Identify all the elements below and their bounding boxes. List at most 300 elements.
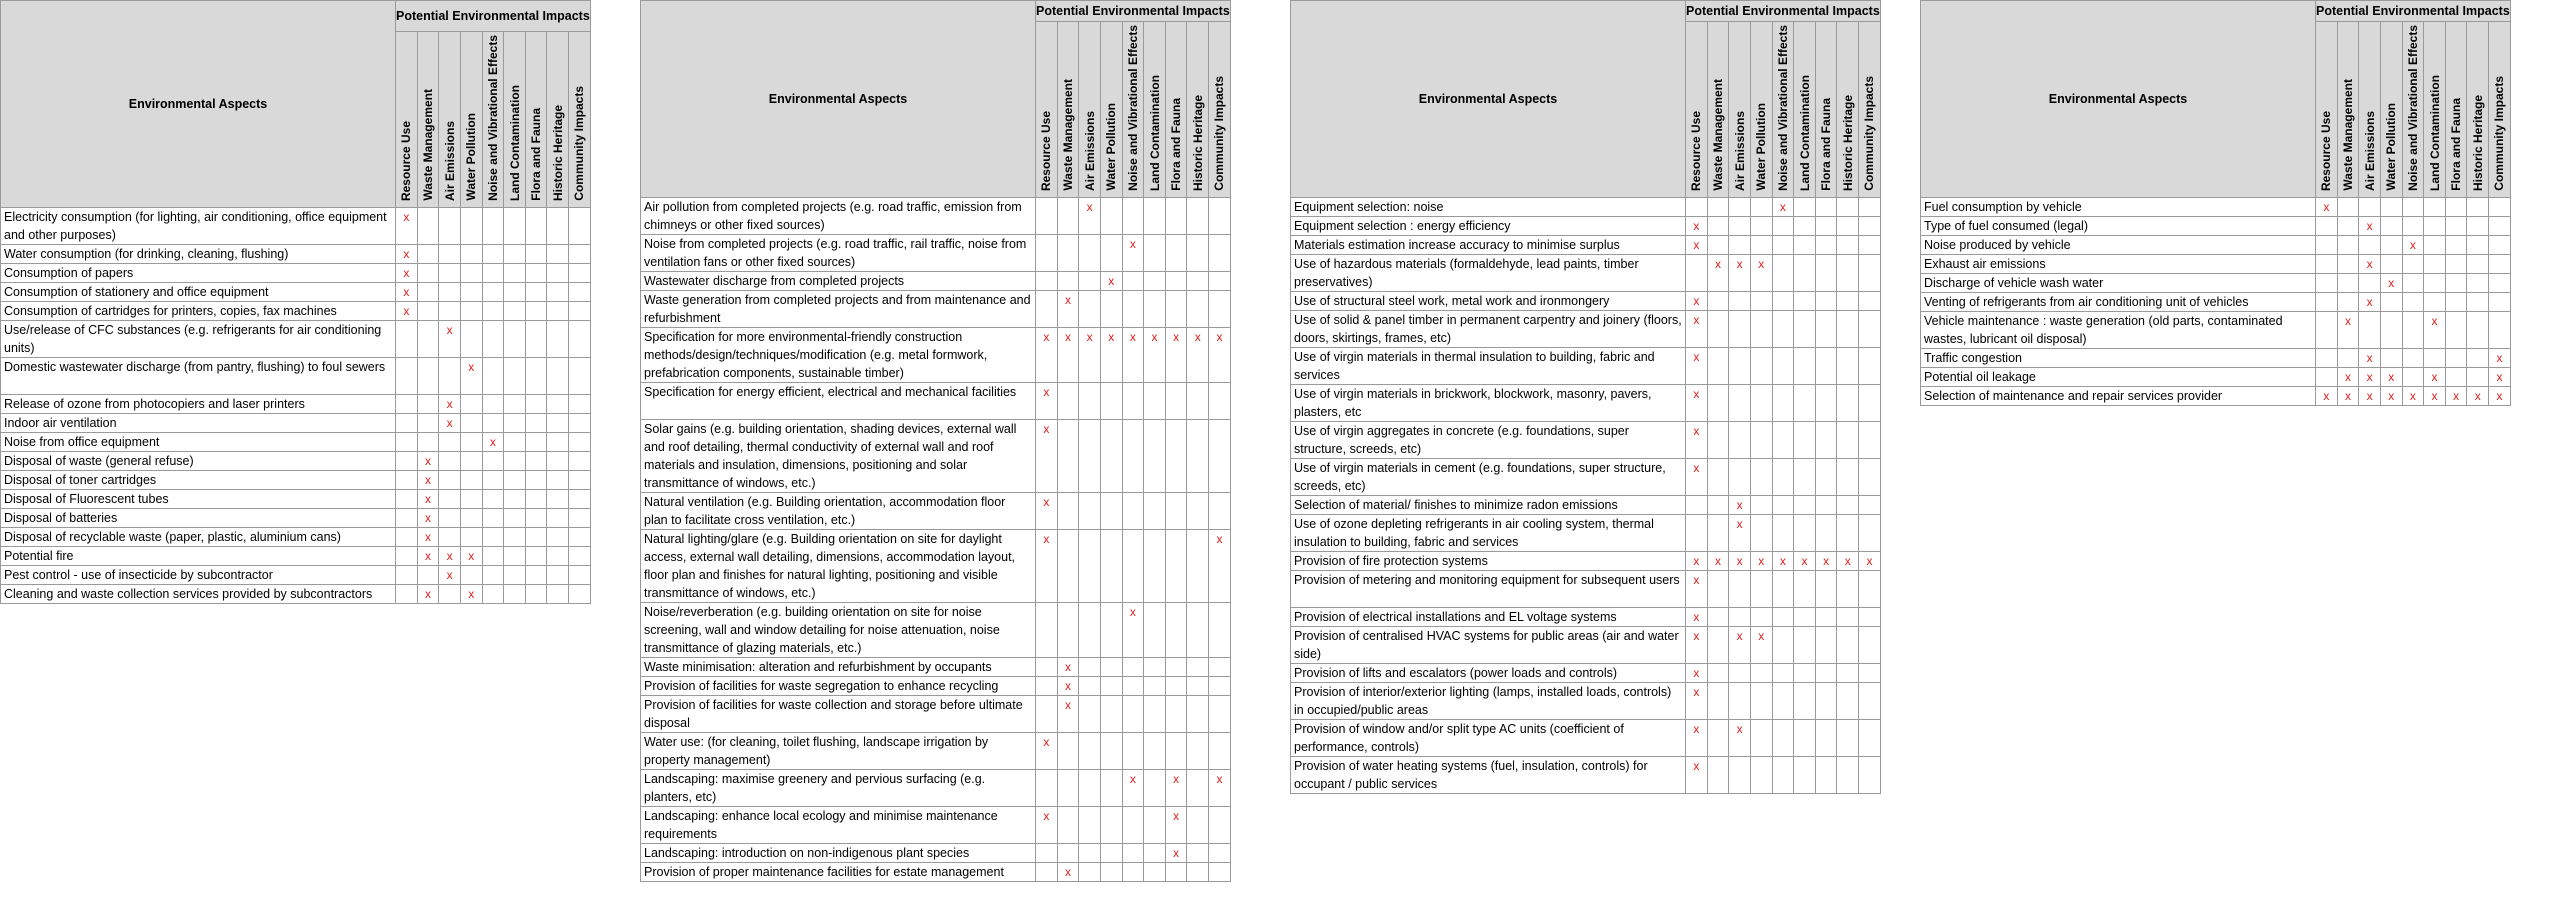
impact-cell: [1057, 696, 1079, 733]
impact-cell: [1794, 385, 1816, 422]
impact-cell: [2445, 368, 2467, 387]
impact-cell: [1144, 530, 1166, 603]
impact-cell: [417, 245, 439, 264]
impact-cell: [569, 414, 591, 433]
impact-cell: [417, 471, 439, 490]
aspect-cell: Use of virgin materials in cement (e.g. foundations, super structure, screeds, etc): [1291, 459, 1686, 496]
aspect-cell: Release of ozone from photocopiers and laser printers: [1, 395, 396, 414]
impact-cell: [1794, 217, 1816, 236]
impact-cell: [1729, 459, 1751, 496]
impact-cell: [1750, 198, 1772, 217]
impact-cell: [1707, 348, 1729, 385]
impact-cell: [1859, 496, 1881, 515]
impact-cell: [1079, 198, 1101, 235]
impact-table-grid: [1920, 0, 2511, 406]
column-header: [1100, 22, 1122, 198]
impact-cell: [1187, 235, 1209, 272]
impact-cell: [2445, 274, 2467, 293]
impact-cell: [1187, 807, 1209, 844]
impact-cell: [482, 585, 504, 604]
impact-mark: x: [1216, 772, 1223, 786]
column-header: [439, 32, 461, 208]
impact-cell: [1165, 863, 1187, 882]
impact-cell: [439, 358, 461, 395]
impact-cell: [1209, 696, 1231, 733]
impact-mark: x: [1064, 679, 1071, 693]
impact-cell: [1036, 770, 1058, 807]
aspect-cell: Consumption of papers: [1, 264, 396, 283]
impact-cell: [1079, 696, 1101, 733]
impact-cell: [1036, 291, 1058, 328]
table-row: [1921, 236, 2511, 255]
impact-cell: [2316, 387, 2338, 406]
column-header-label: Community Impacts: [2492, 76, 2507, 191]
column-header-label: Flora and Fauna: [529, 108, 544, 201]
table-row: [641, 198, 1231, 235]
impact-cell: [2380, 387, 2402, 406]
impact-cell: [2489, 293, 2511, 312]
impact-cell: [2316, 349, 2338, 368]
impact-mark: x: [1064, 865, 1071, 879]
impact-cell: [2467, 387, 2489, 406]
impact-cell: [1707, 422, 1729, 459]
impact-cell: [2337, 312, 2359, 349]
impact-mark: x: [2344, 370, 2351, 384]
impact-cell: [1859, 515, 1881, 552]
table-row: [641, 696, 1231, 733]
impact-cell: [1815, 385, 1837, 422]
column-header-label: Land Contamination: [1147, 75, 1162, 191]
impact-mark: x: [1129, 772, 1136, 786]
impact-cell: [1122, 770, 1144, 807]
impact-cell: [525, 471, 547, 490]
column-header: [2445, 22, 2467, 198]
impact-cell: [1144, 291, 1166, 328]
impact-mark: x: [1194, 330, 1201, 344]
impact-mark: x: [2431, 314, 2438, 328]
impact-cell: [1859, 459, 1881, 496]
impact-cell: [1686, 552, 1708, 571]
impact-cell: [525, 264, 547, 283]
impact-mark: x: [446, 397, 453, 411]
impact-cell: [2467, 293, 2489, 312]
impact-cell: [504, 208, 526, 245]
table-row: [641, 770, 1231, 807]
impact-cell: [482, 358, 504, 395]
aspect-cell: Potential fire: [1, 547, 396, 566]
impact-cell: [460, 283, 482, 302]
column-header-label: Community Impacts: [1212, 76, 1227, 191]
impact-cell: [1837, 571, 1859, 608]
impact-cell: [1794, 292, 1816, 311]
impact-cell: [1209, 807, 1231, 844]
impact-cell: [1036, 328, 1058, 383]
impact-cell: [2359, 349, 2381, 368]
impact-cell: [439, 208, 461, 245]
impact-cell: [1122, 733, 1144, 770]
impact-cell: [2380, 236, 2402, 255]
impact-cell: [396, 302, 418, 321]
column-header-label: Water Pollution: [2384, 103, 2399, 191]
impact-mark: x: [403, 247, 410, 261]
impact-cell: [460, 490, 482, 509]
impact-cell: [504, 358, 526, 395]
impact-cell: [1794, 515, 1816, 552]
impact-cell: [1815, 757, 1837, 794]
impact-cell: [2359, 274, 2381, 293]
impact-table-2: [640, 0, 1231, 882]
impact-cell: [569, 283, 591, 302]
impact-cell: [1165, 733, 1187, 770]
impact-mark: x: [2323, 389, 2330, 403]
table-row: [1291, 515, 1881, 552]
impact-cell: [1079, 291, 1101, 328]
impact-cell: [569, 321, 591, 358]
impact-cell: [1729, 292, 1751, 311]
impact-cell: [2380, 274, 2402, 293]
impact-mark: x: [1693, 573, 1700, 587]
aspect-cell: Cleaning and waste collection services provided by subcontractors: [1, 585, 396, 604]
aspect-cell: Provision of centralised HVAC systems for public areas (air and water side): [1291, 627, 1686, 664]
impact-cell: [1772, 627, 1794, 664]
table-row: [1921, 312, 2511, 349]
impact-cell: [1100, 530, 1122, 603]
impact-cell: [1815, 236, 1837, 255]
table-row: [641, 807, 1231, 844]
impact-cell: [1772, 608, 1794, 627]
impact-cell: [1187, 658, 1209, 677]
impact-cell: [1859, 422, 1881, 459]
aspect-cell: Landscaping: enhance local ecology and minimise maintenance requirements: [641, 807, 1036, 844]
table-row: [1, 395, 591, 414]
impact-cell: [1686, 720, 1708, 757]
impact-cell: [1859, 217, 1881, 236]
impact-mark: x: [1779, 200, 1786, 214]
impact-cell: [1079, 658, 1101, 677]
impact-cell: [2316, 217, 2338, 236]
impact-cell: [1079, 844, 1101, 863]
aspect-cell: Water consumption (for drinking, cleaning, flushing): [1, 245, 396, 264]
table-row: [1, 528, 591, 547]
column-header-label: Air Emissions: [1082, 110, 1097, 191]
impact-cell: [1079, 383, 1101, 420]
impact-mark: x: [1823, 554, 1830, 568]
impact-cell: [1859, 198, 1881, 217]
impact-cell: [460, 264, 482, 283]
impact-cell: [2424, 387, 2446, 406]
column-header-label: Flora and Fauna: [1819, 98, 1834, 191]
impact-cell: [569, 395, 591, 414]
impact-cell: [1772, 683, 1794, 720]
impact-cell: [2337, 236, 2359, 255]
impact-cell: [1707, 571, 1729, 608]
column-header: [417, 32, 439, 208]
impact-cell: [2445, 217, 2467, 236]
impact-cell: [417, 566, 439, 585]
aspect-cell: Waste generation from completed projects and from maintenance and refurbishment: [641, 291, 1036, 328]
impact-cell: [1122, 328, 1144, 383]
impact-cell: [1794, 571, 1816, 608]
impact-cell: [1815, 198, 1837, 217]
impact-cell: [2424, 349, 2446, 368]
impact-cell: [396, 395, 418, 414]
impact-cell: [1144, 733, 1166, 770]
impact-mark: x: [1043, 385, 1050, 399]
aspect-cell: Water use: (for cleaning, toilet flushing, landscape irrigation by property management): [641, 733, 1036, 770]
column-header: [1750, 22, 1772, 198]
impact-cell: [1837, 236, 1859, 255]
aspect-cell: Type of fuel consumed (legal): [1921, 217, 2316, 236]
impact-cell: [417, 433, 439, 452]
impact-mark: x: [1129, 330, 1136, 344]
impact-cell: [1686, 236, 1708, 255]
impact-cell: [1707, 292, 1729, 311]
impact-cell: [2424, 312, 2446, 349]
column-header: [1079, 22, 1101, 198]
impact-cell: [1036, 603, 1058, 658]
impact-cell: [1707, 627, 1729, 664]
impact-cell: [1079, 328, 1101, 383]
impact-cell: [2467, 368, 2489, 387]
impact-cell: [1750, 627, 1772, 664]
header-row: [1921, 1, 2511, 22]
impact-mark: x: [1714, 554, 1721, 568]
impact-cell: [1686, 255, 1708, 292]
table-row: [641, 844, 1231, 863]
table-row: [1291, 664, 1881, 683]
column-header-label: Air Emissions: [1732, 110, 1747, 191]
impact-cell: [1209, 291, 1231, 328]
impact-cell: [460, 433, 482, 452]
impact-cell: [525, 358, 547, 395]
impact-cell: [2337, 293, 2359, 312]
impact-cell: [1686, 757, 1708, 794]
table-row: [1, 452, 591, 471]
impact-cell: [1057, 493, 1079, 530]
impact-cell: [417, 321, 439, 358]
impact-cell: [1036, 420, 1058, 493]
impact-cell: [1837, 292, 1859, 311]
impact-table-4: [1920, 0, 2511, 406]
table-row: [1291, 198, 1881, 217]
impact-cell: [547, 585, 569, 604]
impact-cell: [1859, 757, 1881, 794]
impact-cell: [1707, 198, 1729, 217]
table-row: [1921, 387, 2511, 406]
aspects-header: Environmental Aspects: [641, 1, 1036, 198]
impact-cell: [1772, 496, 1794, 515]
impact-cell: [1165, 530, 1187, 603]
impact-cell: [1794, 422, 1816, 459]
impact-cell: [1729, 236, 1751, 255]
aspect-cell: Natural ventilation (e.g. Building orientation, accommodation floor plan to facilitate cross ventilation, etc.): [641, 493, 1036, 530]
impact-cell: [417, 452, 439, 471]
impact-cell: [1859, 236, 1881, 255]
impact-cell: [1100, 493, 1122, 530]
impact-cell: [2316, 293, 2338, 312]
aspect-cell: Equipment selection: noise: [1291, 198, 1686, 217]
impact-cell: [1707, 311, 1729, 348]
table-row: [1, 490, 591, 509]
impact-cell: [1772, 571, 1794, 608]
impact-cell: [439, 414, 461, 433]
impact-mark: x: [1693, 238, 1700, 252]
impact-cell: [1209, 863, 1231, 882]
impact-cell: [1079, 863, 1101, 882]
impact-cell: [417, 547, 439, 566]
impact-cell: [504, 566, 526, 585]
impact-cell: [1729, 422, 1751, 459]
table-row: [1921, 217, 2511, 236]
impact-cell: [417, 358, 439, 395]
impact-cell: [504, 433, 526, 452]
impact-cell: [1772, 236, 1794, 255]
impact-cell: [547, 283, 569, 302]
impact-cell: [1815, 720, 1837, 757]
impact-cell: [1815, 255, 1837, 292]
impact-cell: [1036, 733, 1058, 770]
impact-cell: [2316, 368, 2338, 387]
impact-cell: [1165, 658, 1187, 677]
impact-mark: x: [1151, 330, 1158, 344]
impact-mark: x: [2409, 389, 2416, 403]
impact-mark: x: [403, 304, 410, 318]
impact-cell: [1100, 235, 1122, 272]
impact-cell: [1079, 603, 1101, 658]
impact-cell: [396, 528, 418, 547]
column-header: [569, 32, 591, 208]
impact-cell: [1122, 844, 1144, 863]
impact-cell: [1837, 255, 1859, 292]
column-header: [1707, 22, 1729, 198]
impact-cell: [1772, 217, 1794, 236]
aspect-cell: Domestic wastewater discharge (from pantry, flushing) to foul sewers: [1, 358, 396, 395]
aspect-cell: Disposal of toner cartridges: [1, 471, 396, 490]
table-row: [1, 321, 591, 358]
table-row: [1291, 459, 1881, 496]
column-header-label: Waste Management: [1710, 79, 1725, 191]
impact-cell: [1686, 627, 1708, 664]
impact-cell: [1707, 664, 1729, 683]
impact-cell: [396, 547, 418, 566]
impact-mark: x: [2409, 238, 2416, 252]
impact-cell: [1686, 198, 1708, 217]
table-row: [641, 420, 1231, 493]
aspect-cell: Electricity consumption (for lighting, air conditioning, office equipment and other purposes): [1, 208, 396, 245]
impact-cell: [1057, 420, 1079, 493]
impact-cell: [525, 321, 547, 358]
impact-cell: [1686, 292, 1708, 311]
table-row: [1, 566, 591, 585]
impact-cell: [396, 585, 418, 604]
column-header-label: Waste Management: [420, 89, 435, 201]
aspect-cell: Specification for more environmental-friendly construction methods/design/techniques/modification (e.g. metal formwork, prefabrication components, sustainable timber): [641, 328, 1036, 383]
impact-cell: [1100, 863, 1122, 882]
aspect-cell: Provision of water heating systems (fuel, insulation, controls) for occupant / public services: [1291, 757, 1686, 794]
impact-cell: [482, 433, 504, 452]
impact-cell: [1079, 677, 1101, 696]
impact-cell: [2424, 198, 2446, 217]
impact-cell: [525, 452, 547, 471]
impact-cell: [460, 395, 482, 414]
impact-cell: [439, 302, 461, 321]
column-header-label: Water Pollution: [1754, 103, 1769, 191]
aspect-cell: Discharge of vehicle wash water: [1921, 274, 2316, 293]
impact-cell: [417, 414, 439, 433]
column-header-label: Water Pollution: [464, 113, 479, 201]
impact-cell: [1859, 311, 1881, 348]
impact-cell: [1209, 770, 1231, 807]
impact-mark: x: [2366, 351, 2373, 365]
table-row: [1291, 422, 1881, 459]
impacts-group-header: Potential Environmental Impacts: [1036, 1, 1231, 22]
table-row: [1291, 217, 1881, 236]
table-row: [641, 530, 1231, 603]
impact-mark: x: [446, 568, 453, 582]
column-header: [525, 32, 547, 208]
impact-cell: [1122, 383, 1144, 420]
impact-cell: [1036, 493, 1058, 530]
impact-cell: [2359, 312, 2381, 349]
impact-mark: x: [1736, 517, 1743, 531]
impact-cell: [569, 528, 591, 547]
impact-cell: [439, 245, 461, 264]
impact-cell: [1837, 757, 1859, 794]
table-row: [1291, 255, 1881, 292]
impact-cell: [525, 433, 547, 452]
column-header: [2424, 22, 2446, 198]
impact-cell: [525, 245, 547, 264]
aspect-cell: Selection of material/ finishes to minimize radon emissions: [1291, 496, 1686, 515]
impact-cell: [439, 471, 461, 490]
aspect-cell: Noise from completed projects (e.g. road traffic, rail traffic, noise from ventilation fans or other fixed sources): [641, 235, 1036, 272]
impact-cell: [2445, 349, 2467, 368]
impact-cell: [460, 471, 482, 490]
column-header-label: Land Contamination: [2427, 75, 2442, 191]
impact-cell: [1122, 530, 1144, 603]
impact-cell: [1165, 383, 1187, 420]
impact-cell: [1100, 603, 1122, 658]
impact-cell: [396, 490, 418, 509]
impact-mark: x: [1173, 846, 1180, 860]
impact-cell: [482, 302, 504, 321]
impact-cell: [1794, 627, 1816, 664]
impact-cell: [2424, 368, 2446, 387]
impact-mark: x: [1086, 330, 1093, 344]
impact-cell: [2445, 236, 2467, 255]
aspect-cell: Use of virgin materials in brickwork, blockwork, masonry, pavers, plasters, etc: [1291, 385, 1686, 422]
impact-cell: [2489, 349, 2511, 368]
aspect-cell: Use/release of CFC substances (e.g. refrigerants for air conditioning units): [1, 321, 396, 358]
aspect-cell: Noise/reverberation (e.g. building orientation on site for noise screening, wall and window detailing for noise attenuation, noise transmittance of glazing materials, etc.): [641, 603, 1036, 658]
impact-cell: [547, 566, 569, 585]
table-row: [1, 283, 591, 302]
aspect-cell: Traffic congestion: [1921, 349, 2316, 368]
impact-cell: [1057, 272, 1079, 291]
impact-cell: [1729, 608, 1751, 627]
column-header: [1144, 22, 1166, 198]
impact-cell: [1859, 683, 1881, 720]
impact-cell: [1750, 459, 1772, 496]
impact-cell: [1122, 235, 1144, 272]
impact-cell: [1144, 696, 1166, 733]
impact-cell: [460, 321, 482, 358]
impact-cell: [439, 433, 461, 452]
impact-cell: [1187, 198, 1209, 235]
table-row: [1291, 348, 1881, 385]
impact-cell: [1187, 420, 1209, 493]
impact-cell: [1750, 348, 1772, 385]
